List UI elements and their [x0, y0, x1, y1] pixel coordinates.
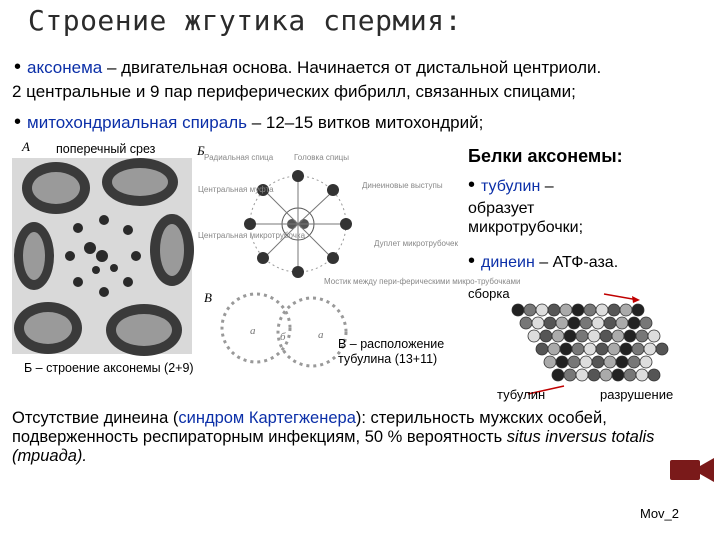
ring-letter-a2: а — [318, 329, 324, 341]
tubulin-subunit — [588, 330, 600, 342]
tubulin-subunit — [620, 304, 632, 316]
tubulin-subunit — [604, 317, 616, 329]
tubulin-subunit — [644, 343, 656, 355]
tubulin-subunit — [620, 343, 632, 355]
tubulin-subunit — [588, 369, 600, 381]
tubulin-subunit — [596, 343, 608, 355]
tubulin-subunit — [584, 343, 596, 355]
axoneme-term: аксонема — [27, 58, 103, 77]
tubulin-subunit — [552, 369, 564, 381]
tubulin-subunit — [560, 343, 572, 355]
tubulin-subunit — [608, 304, 620, 316]
microtubule-model — [478, 290, 718, 400]
tubulin-subunit — [636, 369, 648, 381]
tubulin-subunit — [608, 343, 620, 355]
tubulin-subunit — [632, 304, 644, 316]
label-doublet: Дуплет микротрубочек — [374, 239, 458, 248]
tubulin-subunit — [604, 356, 616, 368]
caption-tubulin: В – расположение тубулина (13+11) — [338, 337, 445, 366]
label-dynein-arms: Динеиновые выступы — [362, 181, 443, 190]
tubulin-subunit — [544, 356, 556, 368]
tubulin-subunit — [640, 317, 652, 329]
tubulin-subunit — [592, 317, 604, 329]
ring-letter-a: а — [250, 325, 256, 337]
figure-label-a: А — [22, 139, 30, 154]
tubulin-subunit — [616, 317, 628, 329]
bottom-paragraph: Отсутствие динеина (синдром Картегженера): стерильность мужских особей, подверженность респираторным инфекциям, 50 % вероятность situs inversus totalis (триада). — [12, 409, 655, 465]
label-destruction: разрушение — [600, 387, 674, 402]
video-camera-icon[interactable] — [670, 456, 714, 484]
tubulin-subunit — [624, 330, 636, 342]
axoneme-detail: 2 центральные и 9 пар периферических фибрилл, связанных спицами; — [12, 82, 576, 101]
tubulin-subunit — [628, 317, 640, 329]
tubulin-subunit — [512, 304, 524, 316]
tubulin-subunit — [572, 304, 584, 316]
tubulin-subunit — [528, 330, 540, 342]
cross-section-label: поперечный срез — [56, 142, 156, 156]
tubulin-subunit — [548, 304, 560, 316]
label-bridge: Мостик между пери-ферическими микро-трубочками — [324, 277, 521, 286]
tubulin-subunit — [560, 304, 572, 316]
tubulin-subunit — [640, 356, 652, 368]
syndrome-link: синдром Картегженера — [178, 409, 356, 427]
mito-term: митохондриальная спираль — [27, 113, 247, 132]
tubulin-subunit — [600, 330, 612, 342]
label-central-sheath: Центральная муфта — [198, 185, 274, 194]
tubulin-subunit — [600, 369, 612, 381]
bullet-mito-spiral: • митохондриальная спираль – 12–15 витков митохондрий; — [14, 111, 484, 133]
slide-title: Строение жгутика спермия: — [28, 4, 462, 37]
tubulin-subunit — [568, 317, 580, 329]
ring-letter-b: б — [280, 331, 286, 343]
proteins-heading: Белки аксонемы: — [468, 146, 623, 166]
tubulin-subunit — [572, 343, 584, 355]
tubulin-subunit — [580, 317, 592, 329]
figure-label-v: В — [204, 290, 212, 305]
tubulin-subunit — [536, 304, 548, 316]
tubulin-subunit — [584, 304, 596, 316]
tubulin-subunit — [520, 317, 532, 329]
tubulin-subunit — [628, 356, 640, 368]
tubulin-subunit — [576, 369, 588, 381]
tubulin-subunit — [624, 369, 636, 381]
figure-label-b: Б — [197, 143, 205, 158]
tubulin-desc-1: образует — [468, 200, 535, 217]
tubulin-subunit — [568, 356, 580, 368]
tubulin-subunit — [596, 304, 608, 316]
label-spoke-head: Головка спицы — [294, 153, 350, 162]
tubulin-subunit — [592, 356, 604, 368]
tubulin-subunit — [540, 330, 552, 342]
label-tubulin: тубулин — [497, 387, 546, 402]
tubulin-subunit — [532, 317, 544, 329]
tubulin-subunit — [544, 317, 556, 329]
tubulin-subunit — [616, 356, 628, 368]
tubulin-subunit — [564, 330, 576, 342]
tubulin-desc-2: микротрубочки; — [468, 219, 584, 236]
cross-section-micrograph — [12, 158, 192, 354]
tubulin-subunit — [576, 330, 588, 342]
tubulin-subunit — [636, 330, 648, 342]
tubulin-subunit — [648, 330, 660, 342]
tubulin-subunit — [536, 343, 548, 355]
dynein-item: • динеин – АТФ-аза. — [468, 250, 619, 272]
tubulin-rings — [218, 282, 358, 382]
tubulin-subunit — [548, 343, 560, 355]
tubulin-subunit — [632, 343, 644, 355]
tubulin-item: • тубулин – — [468, 174, 554, 196]
tubulin-subunit — [556, 317, 568, 329]
tubulin-subunit — [612, 369, 624, 381]
tubulin-subunit — [612, 330, 624, 342]
tubulin-subunit — [524, 304, 536, 316]
tubulin-subunit — [556, 356, 568, 368]
tubulin-subunit — [648, 369, 660, 381]
mov-link[interactable]: Mov_2 — [640, 506, 680, 521]
tubulin-subunit — [552, 330, 564, 342]
tubulin-subunit — [656, 343, 668, 355]
bullet-axoneme: • аксонема – двигательная основа. Начинается от дистальной центриоли. — [14, 56, 602, 78]
label-central-microtubule: Центральная микротрубочка — [198, 231, 306, 240]
label-assembly: сборка — [468, 286, 510, 301]
caption-axoneme: Б – строение аксонемы (2+9) — [24, 361, 194, 375]
tubulin-subunit — [564, 369, 576, 381]
label-radial-spoke: Радиальная спица — [204, 153, 274, 162]
tubulin-subunit — [580, 356, 592, 368]
